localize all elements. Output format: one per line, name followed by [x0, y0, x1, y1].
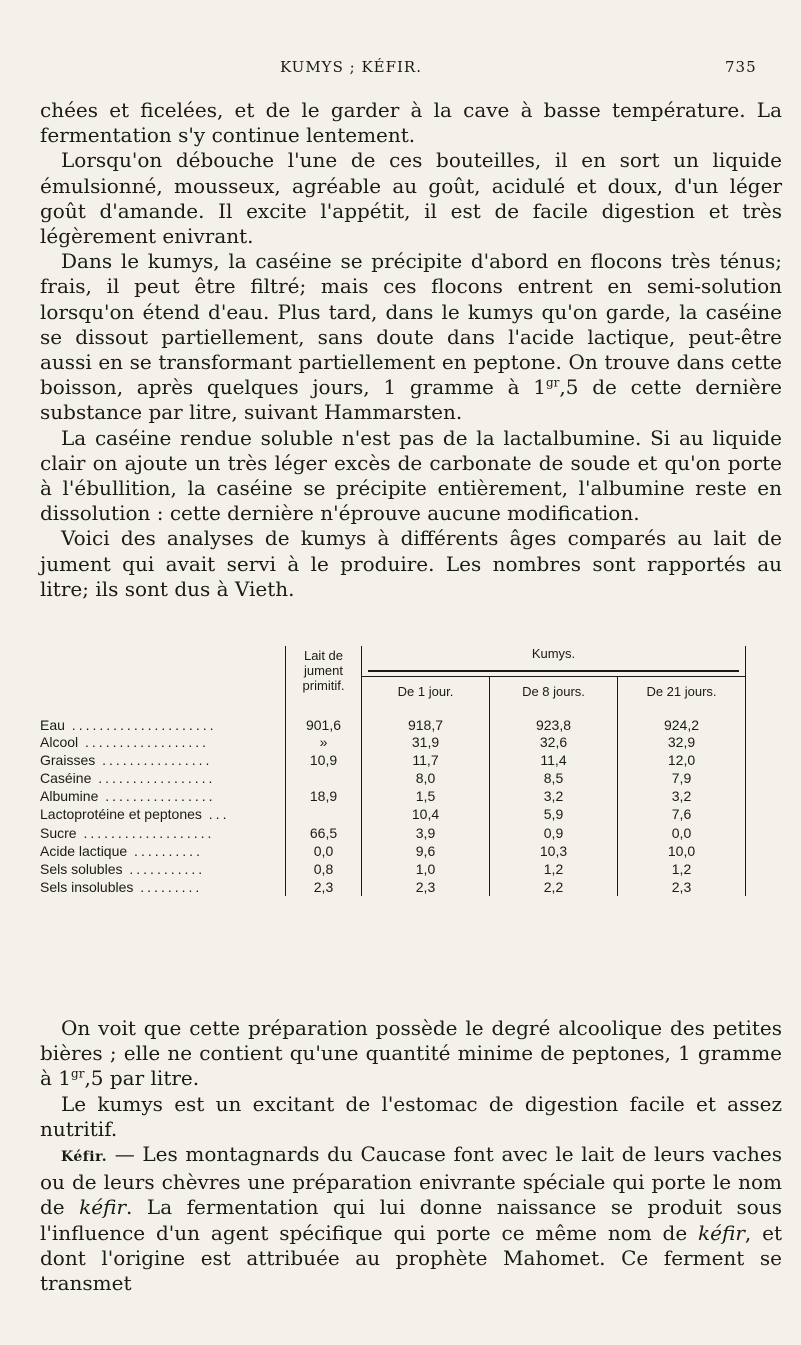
paragraph-3 [40, 249, 782, 425]
table-header-row [40, 646, 746, 677]
header-lait: Lait de jument primitif. [286, 646, 362, 705]
row-label-text: Sucre [40, 824, 77, 841]
paragraph-8-text-a: — Les montagnards du Caucase font avec le lait de leurs vaches ou de leurs chèvres une préparation enivrante spéciale qui porte le nom de [40, 1142, 782, 1220]
analysis-table [40, 646, 746, 896]
row-label [40, 842, 286, 860]
header-k21: De 21 jours. [618, 677, 746, 706]
cell-lait: » [286, 733, 362, 751]
cell-k1: 11,7 [362, 751, 490, 769]
cell-k1: 3,9 [362, 823, 490, 841]
header-kumys [362, 646, 746, 677]
cell-k8: 8,5 [490, 769, 618, 787]
cell-k21: 32,9 [618, 733, 746, 751]
cell-k8: 10,3 [490, 842, 618, 860]
leader-dots: ... [201, 806, 230, 823]
leader-dots: .......... [127, 842, 203, 859]
cell-k21: 1,2 [618, 860, 746, 878]
cell-lait [286, 769, 362, 787]
leader-dots: ................... [76, 824, 215, 841]
table-row [40, 751, 746, 769]
running-head [0, 50, 801, 80]
table-row [40, 878, 746, 896]
cell-k21: 0,0 [618, 823, 746, 841]
kefir-italic-2: kéfir [698, 1220, 745, 1245]
row-label [40, 860, 286, 878]
row-label [40, 823, 286, 841]
cell-k8: 2,2 [490, 878, 618, 896]
row-label-text: Caséine [40, 770, 92, 787]
row-label-text: Lactoprotéine et peptones [40, 806, 202, 823]
cell-k21: 924,2 [618, 705, 746, 733]
cell-k21: 7,9 [618, 769, 746, 787]
paragraph-6 [40, 1016, 782, 1092]
header-k1: De 1 jour. [362, 677, 490, 706]
paragraph-2: Lorsqu'on débouche l'une de ces bouteilles, il en sort un liquide émulsionné, mousseux, agréable au goût, acidulé et doux, d'un léger goût d'amande. Il excite l'appétit, il est de facile digestion et très légèrement enivrant. [40, 148, 782, 249]
row-label-text: Sels solubles [40, 860, 123, 877]
cell-lait [286, 805, 362, 823]
cell-k8: 3,2 [490, 787, 618, 805]
cell-k1: 9,6 [362, 842, 490, 860]
gram-superscript: gr [546, 375, 560, 390]
row-label [40, 705, 286, 733]
kefir-italic-1: kéfir [79, 1195, 127, 1220]
page-number: 735 [725, 58, 757, 76]
running-head-title: KUMYS ; KÉFIR. [280, 58, 422, 76]
row-label-text: Albumine [40, 788, 99, 805]
cell-lait: 0,8 [286, 860, 362, 878]
cell-k8: 11,4 [490, 751, 618, 769]
cell-k21: 7,6 [618, 805, 746, 823]
row-label [40, 733, 286, 751]
row-label [40, 787, 286, 805]
cell-k8: 32,6 [490, 733, 618, 751]
table-row [40, 860, 746, 878]
table-row [40, 823, 746, 841]
leader-dots: ..................... [64, 717, 217, 733]
leader-dots: ......... [133, 878, 203, 895]
row-label-text: Eau [40, 717, 65, 733]
row-label [40, 878, 286, 896]
row-label-text: Acide lactique [40, 842, 128, 859]
cell-lait: 901,6 [286, 705, 362, 733]
cell-k21: 10,0 [618, 842, 746, 860]
bottom-text-block [40, 1016, 782, 1296]
header-k8: De 8 jours. [490, 677, 618, 706]
paragraph-7: Le kumys est un excitant de l'estomac de digestion facile et assez nutritif. [40, 1091, 782, 1141]
cell-k8: 5,9 [490, 805, 618, 823]
cell-lait: 18,9 [286, 787, 362, 805]
header-kumys-label: Kumys. [531, 646, 576, 661]
paragraph-3-text: Dans le kumys, la caséine se précipite d'abord en flocons très ténus; frais, il peut être filtré; mais ces flocons entrent en semi-solution lorsqu'on étend d'eau. Plus tard, dans le kumys qu'on garde, la caséine se dissout partiellement, sans doute dans l'acide lactique, peut-être aussi en se transformant partiellement en peptone. On trouve dans cette boisson, après quelques jours, 1 gramme à 1 [40, 249, 782, 400]
row-label-text: Alcool [40, 734, 79, 751]
paragraph-8 [40, 1142, 782, 1296]
cell-k21: 2,3 [618, 878, 746, 896]
cell-k1: 10,4 [362, 805, 490, 823]
top-text-block [40, 98, 782, 602]
cell-lait: 2,3 [286, 878, 362, 896]
leader-dots: ................ [95, 752, 213, 769]
table-row [40, 842, 746, 860]
row-label-text: Sels insolubles [40, 878, 134, 895]
paragraph-1: chées et ficelées, et de le garder à la cave à basse température. La fermentation s'y continue lentement. [40, 98, 782, 148]
paragraph-5: Voici des analyses de kumys à différents âges comparés au lait de jument qui avait servi à le produire. Les nombres sont rapportés au litre; ils sont dus à Vieth. [40, 526, 782, 601]
leader-dots: ................. [91, 770, 216, 787]
cell-k21: 3,2 [618, 787, 746, 805]
kefir-heading: Kéfir. [61, 1149, 108, 1166]
cell-k8: 1,2 [490, 860, 618, 878]
cell-lait: 0,0 [286, 842, 362, 860]
leader-dots: ........... [122, 860, 206, 877]
row-label-text: Graisses [40, 752, 96, 769]
cell-k1: 2,3 [362, 878, 490, 896]
paragraph-6-text: On voit que cette préparation possède le degré alcoolique des petites bières ; elle ne contient qu'une quantité minime de peptones, 1 gramme à 1 [40, 1016, 782, 1091]
table-row [40, 705, 746, 733]
cell-lait: 66,5 [286, 823, 362, 841]
table-row [40, 805, 746, 823]
cell-k1: 1,5 [362, 787, 490, 805]
paragraph-6-tail: ,5 par litre. [84, 1066, 200, 1091]
kumys-brace [368, 670, 739, 675]
table-row [40, 787, 746, 805]
row-label [40, 805, 286, 823]
cell-k8: 0,9 [490, 823, 618, 841]
cell-lait: 10,9 [286, 751, 362, 769]
paragraph-8-text-c: , et dont l'origine est attribuée au prophète Mahomet. Ce ferment se transmet [40, 1220, 782, 1296]
leader-dots: ................ [98, 788, 216, 805]
cell-k8: 923,8 [490, 705, 618, 733]
table-row [40, 769, 746, 787]
row-label [40, 769, 286, 787]
cell-k1: 31,9 [362, 733, 490, 751]
gram-superscript-2: gr [71, 1066, 85, 1081]
cell-k1: 1,0 [362, 860, 490, 878]
cell-k21: 12,0 [618, 751, 746, 769]
paragraph-4: La caséine rendue soluble n'est pas de la lactalbumine. Si au liquide clair on ajoute un très léger excès de carbonate de soude et qu'on porte à l'ébullition, la caséine se précipite entièrement, l'albumine reste en dissolution : cette dernière n'éprouve aucune modification. [40, 425, 782, 526]
cell-k1: 918,7 [362, 705, 490, 733]
paragraph-8-text-b: . La fermentation qui lui donne naissance se produit sous l'influence d'un agent spécifique qui porte ce même nom de [40, 1195, 782, 1245]
leader-dots: .................. [78, 734, 210, 751]
paragraph-3-tail: ,5 de cette dernière substance par litre, suivant Hammarsten. [40, 375, 782, 425]
row-label [40, 751, 286, 769]
cell-k1: 8,0 [362, 769, 490, 787]
table-body [40, 705, 746, 896]
table-row [40, 733, 746, 751]
